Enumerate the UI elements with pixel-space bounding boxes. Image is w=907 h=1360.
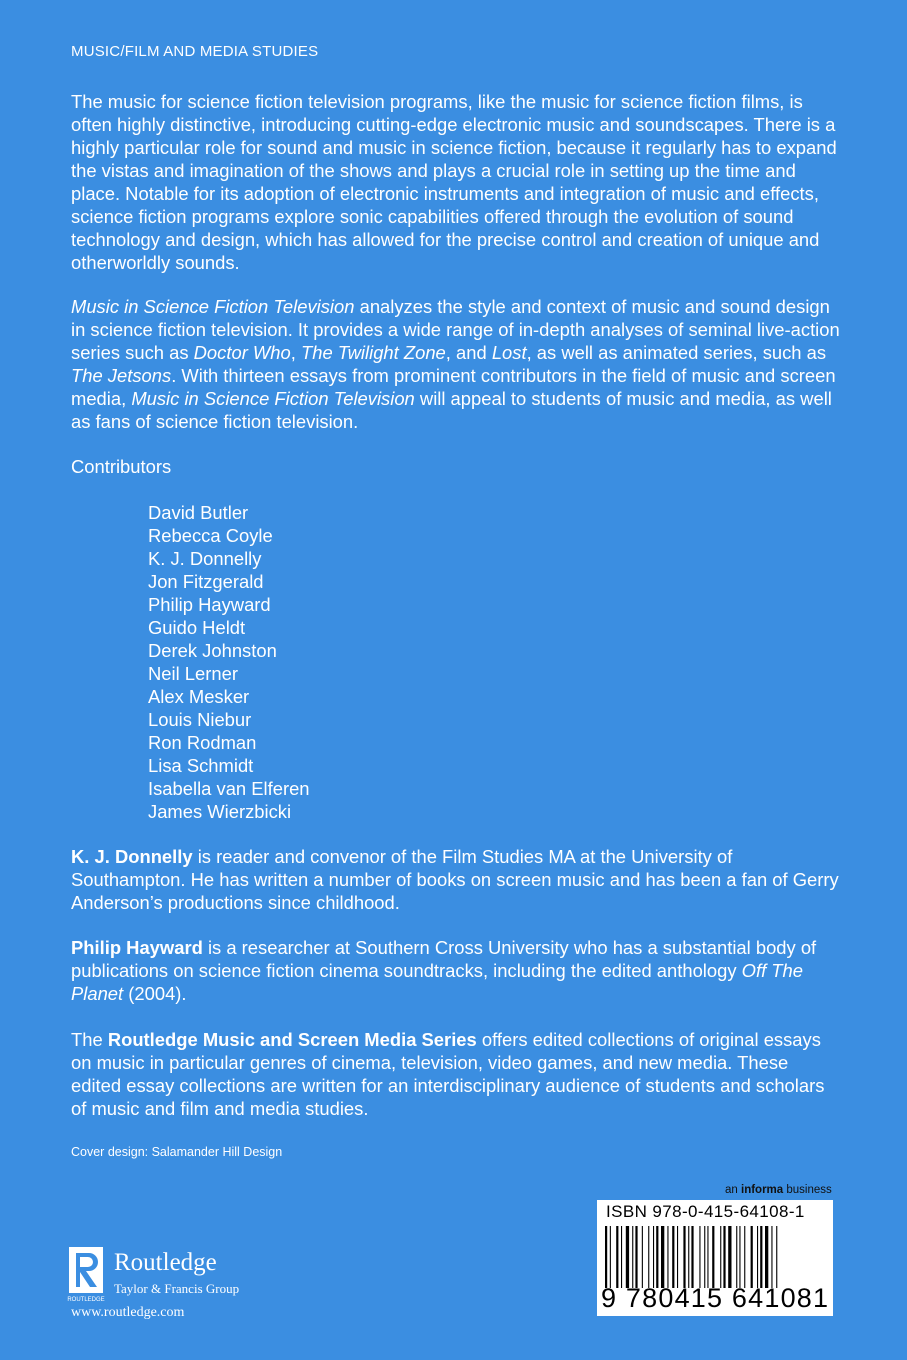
publisher-group: Taylor & Francis Group — [114, 1281, 240, 1296]
publisher-url[interactable]: www.routledge.com — [71, 1305, 185, 1320]
anthology-title: Off The Planet — [71, 960, 803, 1004]
contributor-name: Isabella van Elferen — [148, 778, 310, 799]
contributor-name: Guido Heldt — [148, 617, 246, 638]
editor-name: Philip Hayward — [71, 937, 203, 958]
informa-tagline: an informa business — [725, 1184, 832, 1196]
contributors-heading: Contributors — [71, 456, 172, 477]
book-title: Music in Science Fiction Television — [131, 388, 415, 409]
barcode-bar — [656, 1226, 658, 1288]
routledge-mark-icon — [67, 1247, 105, 1303]
description-paragraph-1: The music for science fiction television programs, like the music for science fiction films, is often highly distinctive, introducing cutting-edge electronic music and soundscapes. There is a highly particular role for sound and music in science fiction, because it regularly has to expand the vistas and imagination of the shows and plays a crucial role in setting up the time and place. Notable for its adoption of electronic instruments and integration of music and effects, science fiction programs explore sonic capabilities offered through the evolution of sound technology and design, which has allowed for the precise control and creation of unique and otherworldly sounds. — [71, 91, 837, 273]
barcode-bar — [648, 1226, 649, 1288]
barcode-bar — [683, 1226, 685, 1288]
barcode-bar — [626, 1226, 629, 1288]
barcode-bar — [739, 1226, 740, 1288]
barcode-bar — [707, 1226, 708, 1288]
barcode-bar — [760, 1226, 762, 1288]
contributor-name: Alex Mesker — [148, 686, 250, 707]
barcode-bar — [757, 1226, 758, 1288]
publisher-name: Routledge — [114, 1249, 217, 1276]
barcode-bar — [672, 1226, 674, 1288]
editor-bio-donnelly: K. J. Donnelly is reader and convenor of the Film Studies MA at the University of Southampton. He has written a number of books on screen music and has been a fan of Gerry Anderson’s productions since childhood. — [71, 846, 839, 913]
contributor-name: K. J. Donnelly — [148, 548, 262, 569]
barcode-bar — [653, 1226, 654, 1288]
editor-bio-hayward: Philip Hayward is a researcher at Southern Cross University who has a substantial body of publications on science fiction cinema soundtracks, including the edited anthology Off The Planet (2004). — [71, 937, 817, 1004]
barcode-bar — [712, 1226, 714, 1288]
contributor-name: Derek Johnston — [148, 640, 277, 661]
barcode-icon — [605, 1226, 821, 1288]
series-name: Routledge Music and Screen Media Series — [107, 1029, 477, 1050]
cover-design-credit: Cover design: Salamander Hill Design — [71, 1145, 283, 1159]
barcode-bar — [688, 1226, 689, 1288]
contributor-name: Louis Niebur — [148, 709, 252, 730]
contributor-name: Ron Rodman — [148, 732, 257, 753]
barcode-box — [597, 1200, 833, 1316]
barcode-bar — [677, 1226, 678, 1288]
routledge-mark-text: ROUTLEDGE — [67, 1297, 105, 1303]
series-description: The Routledge Music and Screen Media Series offers edited collections of original essays on music in particular genres of cinema, television, video games, and new media. These edited essay collections are written for an interdisciplinary audience of students and scholars of music and film and media studies. — [71, 1029, 825, 1119]
series-title-twilight-zone: The Twilight Zone — [300, 342, 446, 363]
contributor-name: Rebecca Coyle — [148, 525, 273, 546]
barcode-bar — [691, 1226, 693, 1288]
contributor-name: Philip Hayward — [148, 594, 271, 615]
barcode-bar — [605, 1226, 607, 1288]
barcode-bar — [736, 1226, 737, 1288]
barcode-bar — [635, 1226, 637, 1288]
barcode-bar — [667, 1226, 668, 1288]
barcode-bar — [642, 1226, 643, 1288]
series-title-doctor-who: Doctor Who — [193, 342, 291, 363]
barcode-bar — [616, 1226, 618, 1288]
editor-name: K. J. Donnelly — [71, 846, 193, 867]
barcode-bar — [699, 1226, 700, 1288]
category-label: MUSIC/FILM AND MEDIA STUDIES — [71, 43, 319, 60]
contributor-name: David Butler — [148, 502, 249, 523]
barcode-bar — [723, 1226, 725, 1288]
contributor-name: Neil Lerner — [148, 663, 238, 684]
barcode-bar — [765, 1226, 768, 1288]
description-paragraph-2: Music in Science Fiction Television analyzes the style and context of music and sound design in science fiction television. It provides a wide range of in-depth analyses of seminal live-action series such as Doctor Who, The Twilight Zone, and Lost, as well as animated series, such as The Jetsons. With thirteen essays from prominent contributors in the field of music and screen media, Music in Science Fiction Television will appeal to students of music and media, as well as fans of science fiction television. — [71, 296, 840, 432]
book-title: Music in Science Fiction Television — [71, 296, 355, 317]
barcode-bar — [621, 1226, 622, 1288]
barcode-bar — [610, 1226, 611, 1288]
barcode-bar — [751, 1226, 753, 1288]
barcode-bar — [720, 1226, 721, 1288]
barcode-bar — [728, 1226, 731, 1288]
barcode-digits: 9 780415 641081 — [601, 1283, 830, 1313]
barcode-bar — [776, 1226, 777, 1288]
contributor-name: Lisa Schmidt — [148, 755, 254, 776]
barcode-bar — [744, 1226, 745, 1288]
series-title-jetsons: The Jetsons — [71, 365, 172, 386]
isbn-label: ISBN 978-0-415-64108-1 — [606, 1202, 805, 1221]
routledge-logo — [67, 1247, 267, 1307]
barcode-bar — [632, 1226, 633, 1288]
barcode-bar — [661, 1226, 664, 1288]
series-title-lost: Lost — [491, 342, 527, 363]
contributors-list — [148, 501, 310, 823]
barcode-bar — [771, 1226, 772, 1288]
barcode-bar — [704, 1226, 705, 1288]
contributor-name: James Wierzbicki — [148, 801, 292, 822]
contributor-name: Jon Fitzgerald — [148, 571, 264, 592]
